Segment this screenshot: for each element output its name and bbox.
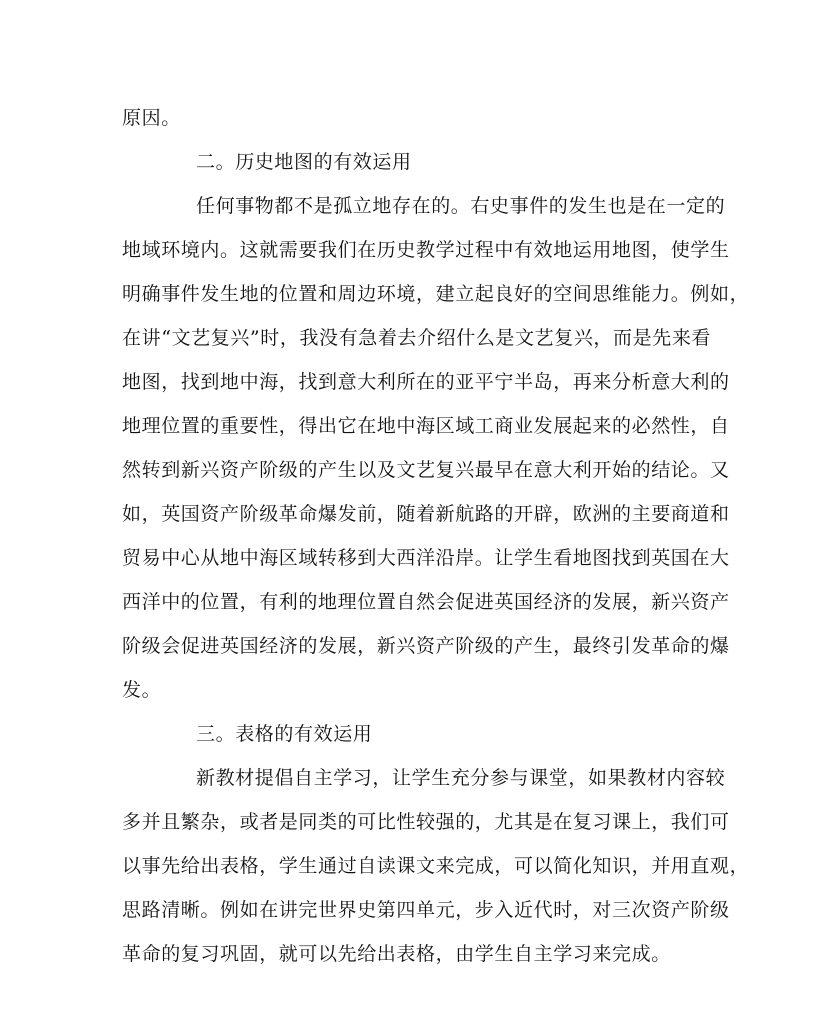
paragraph-line: 以事先给出表格，学生通过自读课文来完成，可以简化知识，并用直观，	[122, 855, 750, 877]
paragraph-line: 西洋中的位置，有利的地理位置自然会促进英国经济的发展，新兴资产	[122, 591, 730, 613]
paragraph-line: 思路清晰。例如在讲完世界史第四单元，步入近代时，对三次资产阶级	[122, 899, 730, 921]
paragraph-line: 地理位置的重要性，得出它在地中海区域工商业发展起来的必然性，自	[122, 415, 730, 437]
paragraph-line: 然转到新兴资产阶级的产生以及文艺复兴最早在意大利开始的结论。又	[122, 459, 730, 481]
paragraph-line: 明确事件发生地的位置和周边环境，建立起良好的空间思维能力。例如，	[122, 283, 750, 305]
text-line-continuation: 原因。	[122, 107, 181, 129]
paragraph-line: 革命的复习巩固，就可以先给出表格，由学生自主学习来完成。	[122, 943, 671, 965]
paragraph-line: 地图，找到地中海，找到意大利所在的亚平宁半岛，再来分析意大利的	[122, 371, 730, 393]
paragraph-line: 如，英国资产阶级革命爆发前，随着新航路的开辟，欧洲的主要商道和	[122, 503, 730, 525]
paragraph-line: 任何事物都不是孤立地存在的。右史事件的发生也是在一定的	[196, 195, 726, 217]
section-heading-3: 三。表格的有效运用	[196, 723, 373, 745]
paragraph-line: 贸易中心从地中海区域转移到大西洋沿岸。让学生看地图找到英国在大	[122, 547, 730, 569]
paragraph-line: 新教材提倡自主学习，让学生充分参与课堂，如果教材内容较	[196, 767, 726, 789]
paragraph-line: 发。	[122, 679, 162, 701]
paragraph-line: 在讲“文艺复兴”时，我没有急着去介绍什么是文艺复兴，而是先来看	[122, 327, 712, 349]
paragraph-line: 地域环境内。这就需要我们在历史教学过程中有效地运用地图，使学生	[122, 239, 730, 261]
paragraph-line: 多并且繁杂，或者是同类的可比性较强的，尤其是在复习课上，我们可	[122, 811, 730, 833]
paragraph-line: 阶级会促进英国经济的发展，新兴资产阶级的产生，最终引发革命的爆	[122, 635, 730, 657]
section-heading-2: 二。历史地图的有效运用	[196, 151, 412, 173]
